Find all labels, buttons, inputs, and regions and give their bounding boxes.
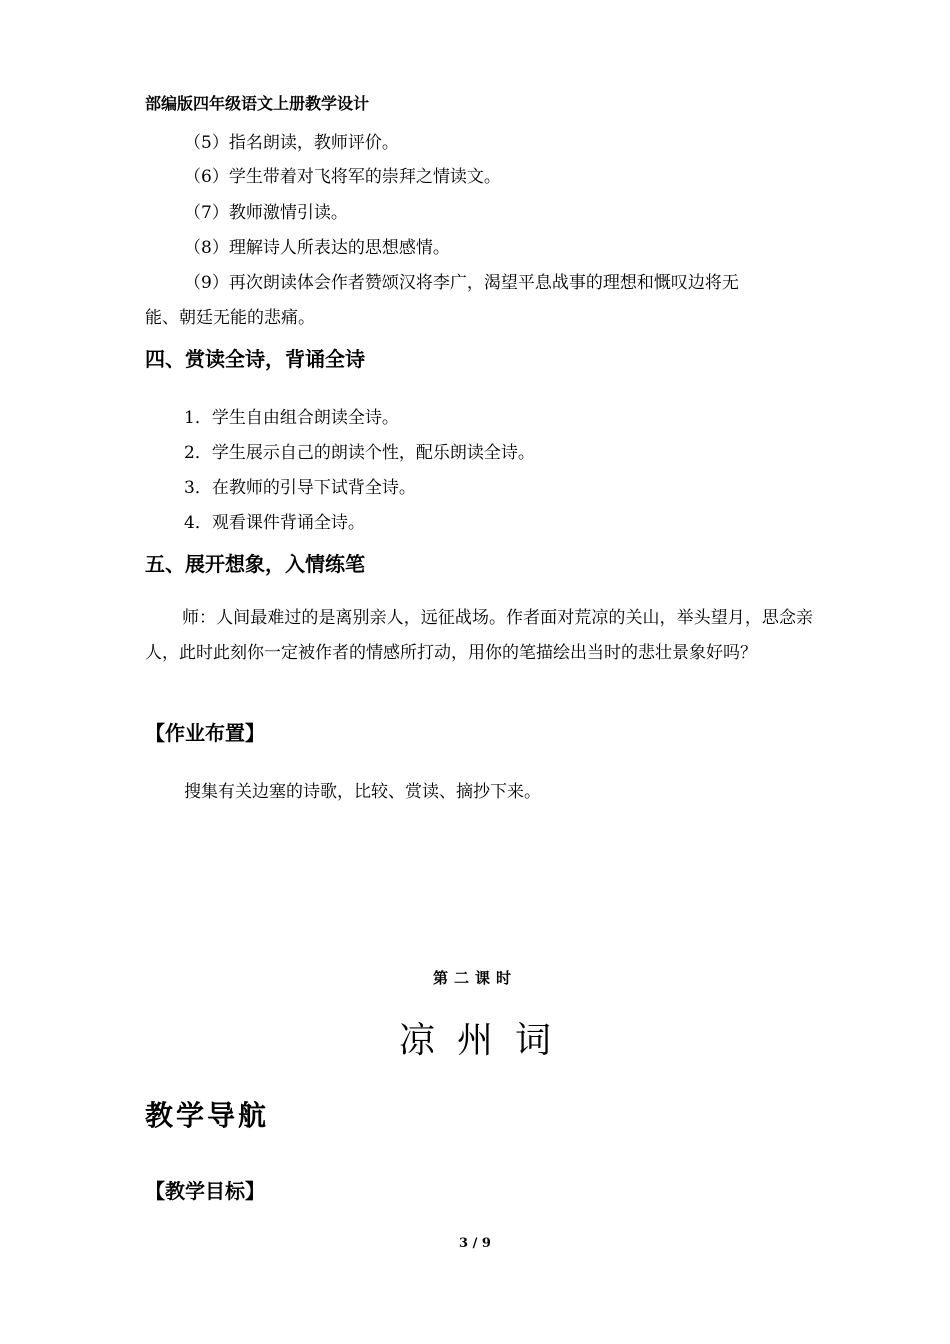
section-5-heading: 五、展开想象，入情练笔 [145, 552, 365, 576]
goals-heading: 【教学目标】 [145, 1179, 265, 1203]
section-4-item-4: 4．观看课件背诵全诗。 [184, 513, 365, 533]
step-9: （9）再次朗读体会作者赞颂汉将李广，渴望平息战事的理想和慨叹边将无 [184, 273, 739, 293]
section-4-item-1: 1．学生自由组合朗读全诗。 [184, 408, 399, 428]
lesson-title: 凉州词 [398, 1020, 573, 1061]
homework-heading: 【作业布置】 [145, 721, 265, 745]
page-header: 部编版四年级语文上册教学设计 [145, 94, 370, 113]
step-5: （5）指名朗读，教师评价。 [184, 133, 399, 153]
step-8: （8）理解诗人所表达的思想感情。 [184, 238, 450, 258]
section-5-paragraph: 师：人间最难过的是离别亲人，远征战场。作者面对荒凉的关山，举头望月，思念亲人，此时此刻你一定被作者的情感所打动，用你的笔描绘出当时的悲壮景象好吗？ [145, 608, 813, 663]
step-7: （7）教师激情引读。 [184, 203, 348, 223]
lesson-label: 第二课时 [432, 969, 517, 987]
step-9-continued: 能、朝廷无能的悲痛。 [145, 308, 315, 328]
section-4-heading: 四、赏读全诗，背诵全诗 [145, 347, 365, 371]
section-4-item-3: 3．在教师的引导下试背全诗。 [184, 478, 416, 498]
teaching-nav-heading: 教学导航 [145, 1099, 270, 1132]
page-number: 3 / 9 [459, 1236, 491, 1251]
homework-text: 搜集有关边塞的诗歌，比较、赏读、摘抄下来。 [184, 782, 541, 802]
step-6: （6）学生带着对飞将军的崇拜之情读文。 [184, 167, 501, 187]
section-4-item-2: 2．学生展示自己的朗读个性，配乐朗读全诗。 [184, 443, 535, 463]
